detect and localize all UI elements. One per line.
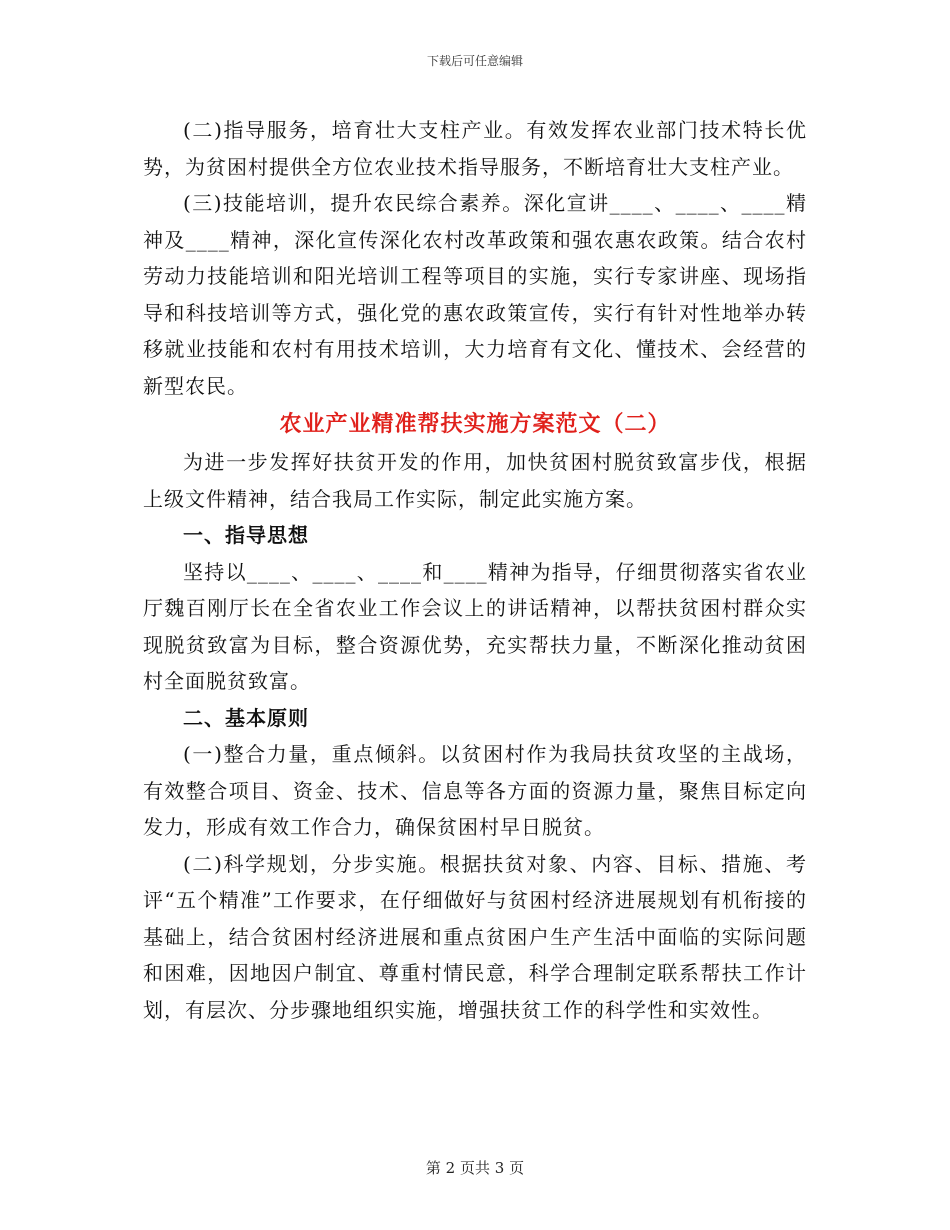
- document-body: [143, 112, 807, 1028]
- paragraph-scientific-planning: (二)科学规划，分步实施。根据扶贫对象、内容、目标、措施、考评“五个精准”工作要求，在仔细做好与贫困村经济进展规划有机衔接的基础上，结合贫困村经济进展和重点贫困户生产生活中面临的实际问题和困难，因地因户制宜、尊重村情民意，科学合理制定联系帮扶工作计划，有层次、分步骤地组织实施，增强扶贫工作的科学性和实效性。: [143, 851, 807, 1022]
- paragraph-intro: 为进一步发挥好扶贫开发的作用，加快贫困村脱贫致富步伐，根据上级文件精神，结合我局工作实际，制定此实施方案。: [143, 450, 807, 511]
- document-title: 农业产业精准帮扶实施方案范文（二）: [279, 411, 671, 437]
- page-number: 第 2 页共 3 页: [425, 1159, 525, 1177]
- section-heading-guiding-ideology: 一、指导思想: [183, 523, 309, 547]
- paragraph-integrate-forces: (一)整合力量，重点倾斜。以贫困村作为我局扶贫攻坚的主战场，有效整合项目、资金、技术、信息等各方面的资源力量，聚焦目标定向发力，形成有效工作合力，确保贫困村早日脱贫。: [143, 742, 807, 839]
- paragraph-guidance-service: (二)指导服务，培育壮大支柱产业。有效发挥农业部门技术特长优势，为贫困村提供全方位农业技术指导服务，不断培育壮大支柱产业。: [143, 118, 807, 179]
- section-heading-basic-principles: 二、基本原则: [183, 705, 309, 730]
- paragraph-guiding-ideology: 坚持以____、____、____和____精神为指导，仔细贯彻落实省农业厅魏百刚厅长在全省农业工作会议上的讲话精神，以帮扶贫困村群众实现脱贫致富为目标，整合资源优势，充实帮扶力量，不断深化推动贫困村全面脱贫致富。: [143, 559, 807, 693]
- header-note: 下载后可任意编辑: [426, 54, 523, 68]
- paragraph-skills-training: (三)技能培训，提升农民综合素养。深化宣讲____、____、____精神及____精神，深化宣传深化农村改革政策和强农惠农政策。结合农村劳动力技能培训和阳光培训工程等项目的实施，实行专家讲座、现场指导和科技培训等方式，强化党的惠农政策宣传，实行有针对性地举办转移就业技能和农村有用技术培训，大力培育有文化、懂技术、会经营的新型农民。: [143, 191, 807, 398]
